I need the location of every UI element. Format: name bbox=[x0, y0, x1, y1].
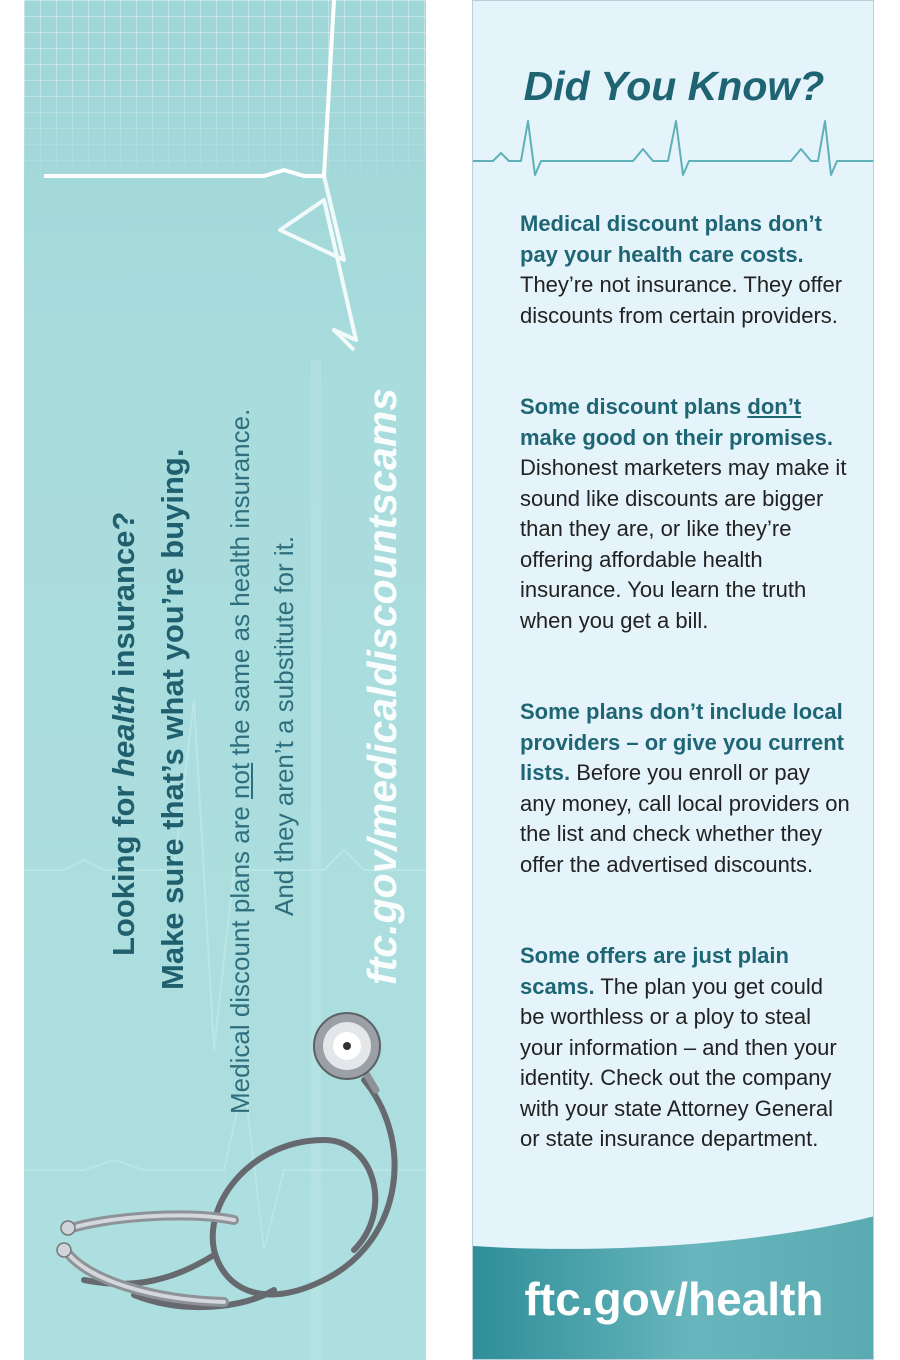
body-text-line-2: And they aren’t a substitute for it. bbox=[269, 535, 299, 916]
tip-4 bbox=[520, 941, 850, 1155]
tip-2-underlined-word: don’t bbox=[747, 394, 802, 419]
tip-3 bbox=[520, 697, 850, 880]
tip-2 bbox=[520, 392, 850, 636]
right-panel bbox=[472, 0, 874, 1360]
medical-discount-scams-link[interactable]: ftc.gov/medicaldiscountscams bbox=[359, 388, 405, 985]
tip-2-lead: Some discount plans don’t make good on their promises. bbox=[520, 394, 833, 450]
tip-1-lead: Medical discount plans don’t pay your health care costs. bbox=[520, 211, 822, 267]
tip-1-text: They’re not insurance. They offer discounts from certain providers. bbox=[520, 272, 843, 328]
body-text-line-1: Medical discount plans are not the same as health insurance. bbox=[225, 408, 255, 1114]
tip-2-text: Dishonest marketers may make it sound like discounts are bigger than they are, or like they’re offering affordable health insurance. You learn the truth when you get a bill. bbox=[520, 455, 847, 633]
tip-3-text: Before you enroll or pay any money, call local providers on the list and check whether they offer the advertised discounts. bbox=[520, 760, 850, 877]
headline-line-1: Looking for health insurance? bbox=[106, 511, 141, 956]
tip-4-lead: Some offers are just plain scams. bbox=[520, 943, 789, 999]
ftc-health-link[interactable]: ftc.gov/health bbox=[524, 1273, 824, 1325]
ekg-line-icon bbox=[473, 117, 874, 177]
body-underlined-word: not bbox=[225, 762, 255, 799]
left-panel bbox=[24, 0, 426, 1360]
headline-line-2: Make sure that’s what you’re buying. bbox=[155, 448, 190, 990]
headline-emphasis: health bbox=[106, 685, 141, 777]
tip-3-lead: Some plans don’t include local providers – or give you current lists. bbox=[520, 699, 844, 785]
tip-1 bbox=[520, 209, 850, 331]
page-title: Did You Know? bbox=[523, 63, 825, 109]
tip-4-text: The plan you get could be worthless or a ploy to steal your information – and then your identity. Check out the company with your state Attorney General or state insurance department. bbox=[520, 973, 837, 1151]
